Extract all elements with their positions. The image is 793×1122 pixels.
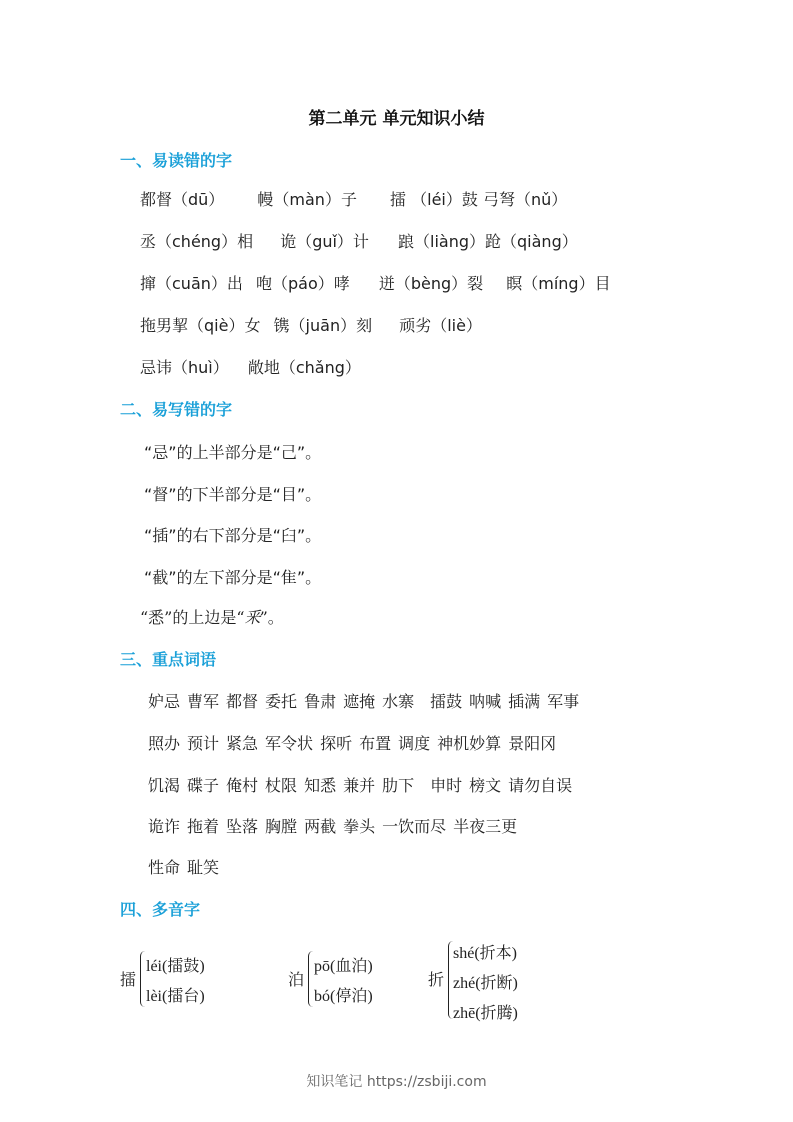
vocab-word: 半夜三更 — [453, 817, 518, 836]
pinyin-item: 镌（juān）刻 — [273, 316, 373, 335]
polyphone-reading: zhē(折腾) — [453, 1005, 518, 1022]
section-heading-4: 四、多音字 — [120, 900, 201, 919]
vocab-word: 饥渴 — [148, 776, 181, 795]
section-heading-3: 三、重点词语 — [120, 650, 217, 669]
polyphone-char: 泊 — [288, 972, 305, 989]
pinyin-item: 迸（bèng）裂 — [378, 274, 484, 293]
vocab-word: 探听 — [320, 734, 353, 753]
pinyin-item: 咆（páo）哮 — [255, 274, 350, 293]
pinyin-item: 顽劣（liè） — [399, 316, 482, 335]
vocab-word: 榜文 — [469, 776, 502, 795]
vocab-word: 擂鼓 — [430, 692, 463, 711]
vocab-word: 军令状 — [265, 734, 314, 753]
polyphone-reading: lèi(擂台) — [146, 988, 205, 1005]
pinyin-row-1 — [140, 187, 585, 210]
polyphone-char: 折 — [428, 972, 445, 989]
vocab-word: 插满 — [508, 692, 541, 711]
vocab-word: 杖限 — [265, 776, 298, 795]
brace — [140, 951, 145, 1007]
pinyin-item: 丞（chéng）相 — [140, 232, 254, 251]
vocab-word: 遮掩 — [343, 692, 376, 711]
polyphone-reading: léi(擂鼓) — [146, 958, 205, 975]
radical-glyph: 釆 — [244, 608, 260, 627]
writing-note-suffix: ”。 — [259, 608, 284, 627]
pinyin-item: 踉（liàng）跄（qiàng） — [398, 232, 578, 251]
polyphone-reading: bó(停泊) — [314, 988, 373, 1005]
vocab-word: 两截 — [304, 817, 337, 836]
vocab-word: 耻笑 — [187, 858, 220, 877]
section-heading-1: 一、易读错的字 — [120, 151, 233, 170]
polyphone-group — [288, 945, 398, 1015]
vocab-row-2 — [148, 731, 563, 754]
vocab-word: 预计 — [187, 734, 220, 753]
polyphone-group — [120, 945, 230, 1015]
polyphone-reading: pō(血泊) — [314, 958, 373, 975]
polyphone-reading: zhé(折断) — [453, 975, 518, 992]
writing-note: “插”的右下部分是“臼”。 — [144, 526, 322, 545]
vocab-word: 申时 — [430, 776, 463, 795]
pinyin-row-2 — [140, 229, 596, 252]
vocab-word: 性命 — [148, 858, 181, 877]
vocab-word: 鲁肃 — [304, 692, 337, 711]
polyphone-reading: shé(折本) — [453, 945, 517, 962]
vocab-word: 调度 — [398, 734, 431, 753]
pinyin-item: 诡（guǐ）计 — [280, 232, 369, 251]
pinyin-item: 忌讳（huì） — [140, 358, 229, 377]
vocab-word: 布置 — [359, 734, 392, 753]
brace — [308, 951, 313, 1007]
vocab-word: 诡诈 — [148, 817, 181, 836]
pinyin-row-3 — [140, 271, 629, 294]
page-title: 第二单元 单元知识小结 — [308, 109, 485, 129]
vocab-word: 水寨 — [382, 692, 415, 711]
writing-note-special — [140, 605, 284, 628]
vocab-row-4 — [148, 814, 524, 837]
vocab-word: 请勿自误 — [508, 776, 573, 795]
pinyin-item: 敞地（chǎng） — [247, 358, 361, 377]
vocab-row-1 — [148, 689, 586, 712]
polyphone-char: 擂 — [120, 972, 137, 989]
vocab-word: 拖着 — [187, 817, 220, 836]
vocab-word: 照办 — [148, 734, 181, 753]
vocab-word: 碟子 — [187, 776, 220, 795]
vocab-row-5 — [148, 855, 226, 878]
pinyin-item: 擂 （léi）鼓 弓弩（nǔ） — [390, 190, 568, 209]
vocab-word: 都督 — [226, 692, 259, 711]
vocab-word: 曹军 — [187, 692, 220, 711]
pinyin-row-5 — [140, 355, 379, 378]
vocab-row-3 — [148, 773, 579, 796]
vocab-word: 神机妙算 — [437, 734, 502, 753]
vocab-word: 坠落 — [226, 817, 259, 836]
vocab-word: 一饮而尽 — [382, 817, 447, 836]
vocab-word: 景阳冈 — [508, 734, 557, 753]
vocab-word: 呐喊 — [469, 692, 502, 711]
vocab-word: 妒忌 — [148, 692, 181, 711]
vocab-word: 兼并 — [343, 776, 376, 795]
pinyin-row-4 — [140, 313, 500, 336]
polyphone-group — [428, 937, 548, 1027]
pinyin-item: 瞑（míng）目 — [506, 274, 611, 293]
vocab-word: 俺村 — [226, 776, 259, 795]
section-heading-2: 二、易写错的字 — [120, 400, 233, 419]
vocab-word: 委托 — [265, 692, 298, 711]
pinyin-item: 幔（màn）子 — [257, 190, 357, 209]
pinyin-item: 拖男挈（qiè）女 — [140, 316, 261, 335]
writing-note: “督”的下半部分是“目”。 — [144, 485, 322, 504]
footer-watermark: 知识笔记 https://zsbiji.com — [306, 1074, 487, 1090]
pinyin-item: 都督（dū） — [140, 190, 225, 209]
writing-note: “截”的左下部分是“隹”。 — [144, 568, 322, 587]
vocab-word: 知悉 — [304, 776, 337, 795]
vocab-word: 胸膛 — [265, 817, 298, 836]
writing-note: “忌”的上半部分是“己”。 — [144, 443, 322, 462]
vocab-word: 紧急 — [226, 734, 259, 753]
pinyin-item: 撺（cuān）出 — [140, 274, 243, 293]
vocab-word: 军事 — [547, 692, 580, 711]
vocab-word: 拳头 — [343, 817, 376, 836]
writing-note-prefix: “悉”的上边是“ — [140, 608, 245, 627]
vocab-word: 肋下 — [382, 776, 415, 795]
